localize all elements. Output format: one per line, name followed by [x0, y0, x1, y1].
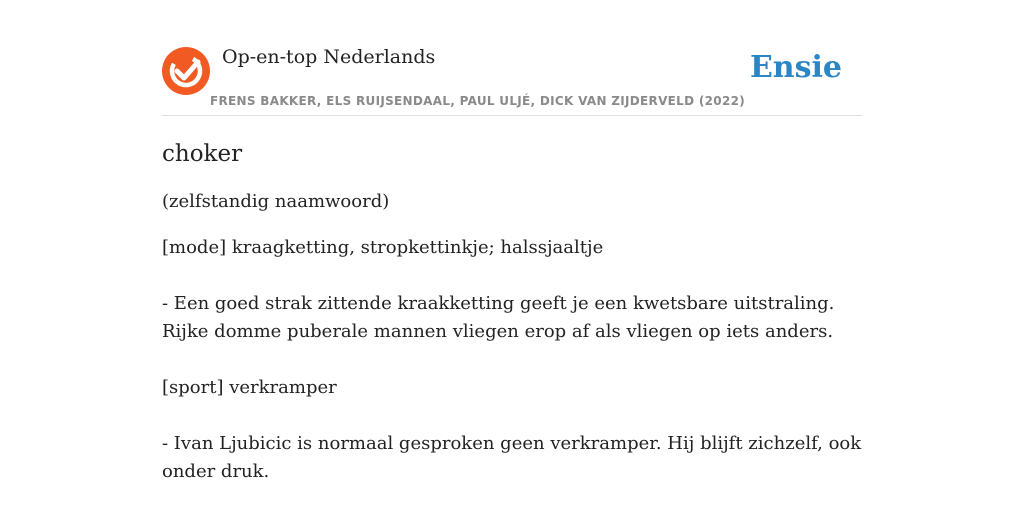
sense-definition: [sport] verkramper [162, 377, 337, 398]
part-of-speech: (zelfstandig naamwoord) [162, 191, 390, 212]
header-divider [162, 115, 862, 116]
logo-svg [162, 47, 210, 95]
checkmark-circle-icon[interactable] [162, 47, 210, 95]
source-title[interactable]: Op-en-top Nederlands [222, 46, 436, 68]
headword: choker [162, 141, 243, 167]
source-authors: FRENS BAKKER, ELS RUIJSENDAAL, PAUL ULJÉ, DICK VAN ZIJDERVELD (2022) [210, 94, 746, 108]
brand-logo[interactable]: Ensie [749, 50, 842, 85]
sense-definition: [mode] kraagketting, stropkettinkje; halssjaaltje [162, 237, 604, 258]
sense-example: - Ivan Ljubicic is normaal gesproken geen verkramper. Hij blijft zichzelf, ook onder druk. [162, 433, 862, 482]
entry-content [162, 138, 862, 512]
sense-example: - Een goed strak zittende kraakketting geeft je een kwetsbare uitstraling. Rijke domme puberale mannen vliegen erop af als vliegen op iets anders. [162, 293, 835, 342]
